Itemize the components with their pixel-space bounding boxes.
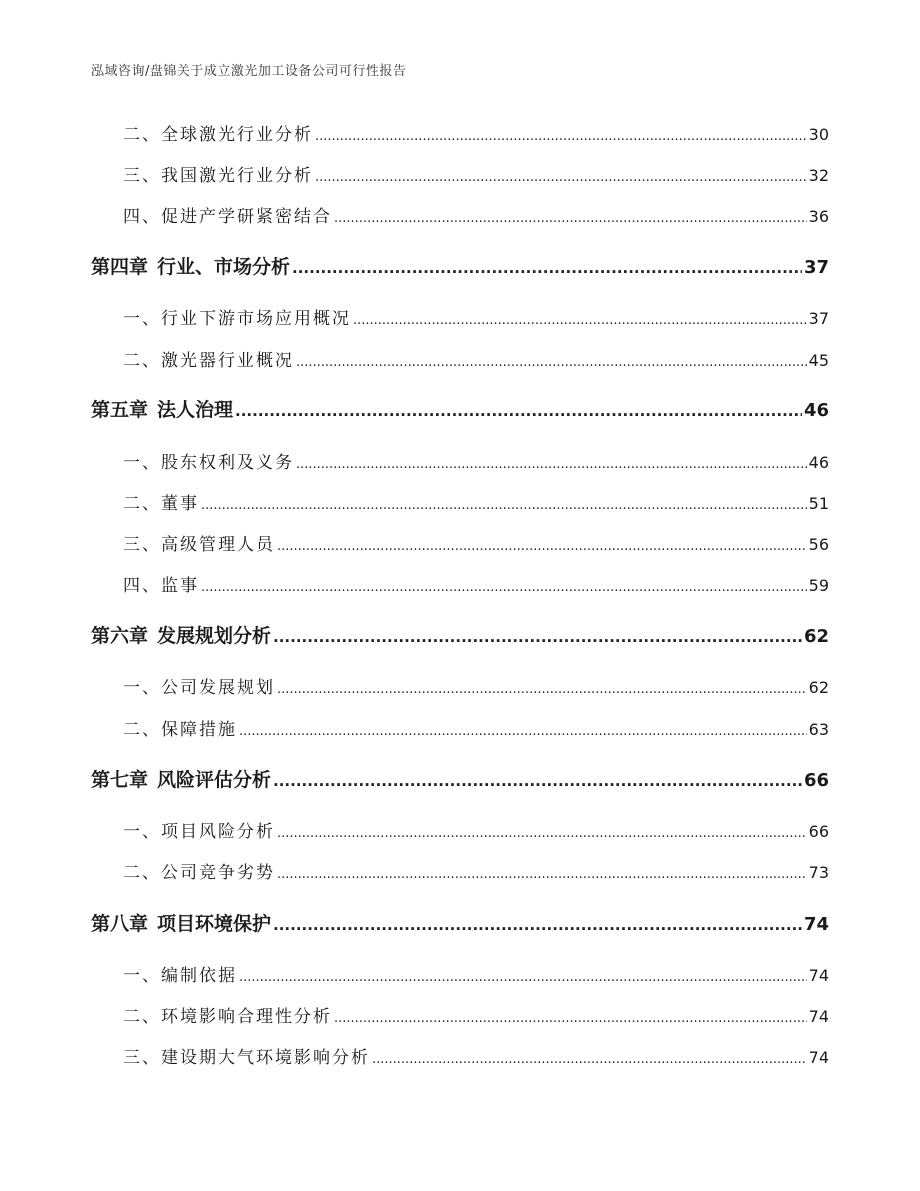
toc-entry[interactable] bbox=[123, 450, 829, 476]
toc-entry[interactable] bbox=[123, 1045, 829, 1071]
toc-entry-page: 56 bbox=[808, 535, 829, 554]
toc-entry[interactable] bbox=[123, 204, 829, 230]
dot-leader bbox=[353, 308, 807, 334]
toc-chapter-page: 62 bbox=[803, 626, 829, 647]
toc-entry-page: 74 bbox=[808, 966, 829, 985]
dot-leader bbox=[315, 165, 807, 191]
toc-entry-title: 高级管理人员 bbox=[161, 535, 275, 555]
toc-entry-title: 我国激光行业分析 bbox=[161, 166, 313, 186]
toc-entry-title: 股东权利及义务 bbox=[161, 453, 294, 473]
toc-entry-page: 46 bbox=[808, 453, 829, 472]
dot-leader bbox=[239, 965, 807, 991]
toc-chapter-page: 66 bbox=[803, 770, 829, 791]
dot-leader bbox=[372, 1047, 807, 1073]
running-header: 泓域咨询/盘锦关于成立激光加工设备公司可行性报告 bbox=[91, 64, 407, 79]
toc-chapter-entry[interactable] bbox=[91, 397, 829, 423]
dot-leader bbox=[201, 575, 807, 601]
toc-entry-number: 一、 bbox=[123, 822, 161, 842]
toc-chapter-number: 第八章 bbox=[91, 913, 149, 935]
toc-entry-number: 二、 bbox=[123, 351, 161, 371]
toc-entry-page: 36 bbox=[808, 207, 829, 226]
dot-leader bbox=[239, 719, 807, 745]
toc-chapter-page: 37 bbox=[803, 257, 829, 278]
toc-entry-number: 三、 bbox=[123, 535, 161, 555]
toc-entry-number: 二、 bbox=[123, 1007, 161, 1027]
toc-entry[interactable] bbox=[123, 819, 829, 845]
toc-entry-number: 三、 bbox=[123, 1048, 161, 1068]
toc-entry[interactable] bbox=[123, 573, 829, 599]
toc-entry[interactable] bbox=[123, 306, 829, 332]
toc-chapter-number: 第五章 bbox=[91, 399, 149, 421]
toc-entry-page: 32 bbox=[808, 166, 829, 185]
toc-entry-page: 45 bbox=[808, 351, 829, 370]
dot-leader bbox=[201, 493, 807, 519]
toc-entry[interactable] bbox=[123, 348, 829, 374]
dot-leader bbox=[273, 768, 802, 794]
toc-entry[interactable] bbox=[123, 860, 829, 886]
toc-entry-title: 董事 bbox=[161, 494, 199, 514]
toc-entry[interactable] bbox=[123, 717, 829, 743]
toc-entry-title: 促进产学研紧密结合 bbox=[161, 207, 332, 227]
toc-entry[interactable] bbox=[123, 675, 829, 701]
toc-chapter-title: 行业、市场分析 bbox=[157, 256, 291, 278]
toc-entry-title: 公司竞争劣势 bbox=[161, 863, 275, 883]
dot-leader bbox=[334, 206, 807, 232]
toc-entry-number: 二、 bbox=[123, 494, 161, 514]
toc-entry-number: 一、 bbox=[123, 678, 161, 698]
toc-entry-number: 四、 bbox=[123, 207, 161, 227]
toc-entry-page: 30 bbox=[808, 125, 829, 144]
toc-entry-title: 激光器行业概况 bbox=[161, 351, 294, 371]
toc-chapter-entry[interactable] bbox=[91, 254, 829, 280]
toc-entry-page: 74 bbox=[808, 1007, 829, 1026]
toc-entry-page: 73 bbox=[808, 863, 829, 882]
toc-entry-number: 二、 bbox=[123, 863, 161, 883]
toc-entry-title: 建设期大气环境影响分析 bbox=[161, 1048, 370, 1068]
dot-leader bbox=[277, 821, 807, 847]
dot-leader bbox=[277, 534, 807, 560]
toc-entry-number: 一、 bbox=[123, 453, 161, 473]
toc-entry[interactable] bbox=[123, 122, 829, 148]
dot-leader bbox=[296, 350, 807, 376]
toc-entry[interactable] bbox=[123, 1004, 829, 1030]
toc-chapter-number: 第六章 bbox=[91, 625, 149, 647]
toc-entry[interactable] bbox=[123, 491, 829, 517]
toc-entry[interactable] bbox=[123, 163, 829, 189]
toc-entry-number: 一、 bbox=[123, 309, 161, 329]
dot-leader bbox=[292, 255, 802, 281]
toc-chapter-title: 法人治理 bbox=[157, 399, 234, 421]
dot-leader bbox=[334, 1006, 807, 1032]
toc-entry-number: 二、 bbox=[123, 720, 161, 740]
dot-leader bbox=[273, 912, 802, 938]
dot-leader bbox=[315, 124, 807, 150]
toc-chapter-entry[interactable] bbox=[91, 911, 829, 937]
toc-chapter-page: 46 bbox=[803, 400, 829, 421]
dot-leader bbox=[273, 624, 802, 650]
toc-chapter-title: 项目环境保护 bbox=[157, 913, 272, 935]
toc-chapter-title: 风险评估分析 bbox=[157, 769, 272, 791]
toc-entry[interactable] bbox=[123, 963, 829, 989]
toc-entry-title: 监事 bbox=[161, 576, 199, 596]
toc-entry-title: 公司发展规划 bbox=[161, 678, 275, 698]
toc-chapter-entry[interactable] bbox=[91, 623, 829, 649]
toc-chapter-page: 74 bbox=[803, 914, 829, 935]
toc-entry-page: 59 bbox=[808, 576, 829, 595]
dot-leader bbox=[277, 677, 807, 703]
dot-leader bbox=[296, 452, 807, 478]
dot-leader bbox=[277, 862, 807, 888]
toc-entry-number: 三、 bbox=[123, 166, 161, 186]
toc-entry-title: 全球激光行业分析 bbox=[161, 125, 313, 145]
toc-entry-number: 一、 bbox=[123, 966, 161, 986]
toc-chapter-number: 第七章 bbox=[91, 769, 149, 791]
toc-chapter-number: 第四章 bbox=[91, 256, 149, 278]
toc-entry-title: 环境影响合理性分析 bbox=[161, 1007, 332, 1027]
toc-entry-title: 项目风险分析 bbox=[161, 822, 275, 842]
toc-entry-number: 四、 bbox=[123, 576, 161, 596]
toc-entry-title: 保障措施 bbox=[161, 720, 237, 740]
dot-leader bbox=[235, 398, 802, 424]
toc-entry-page: 66 bbox=[808, 822, 829, 841]
toc-chapter-entry[interactable] bbox=[91, 767, 829, 793]
toc-entry-number: 二、 bbox=[123, 125, 161, 145]
toc-entry[interactable] bbox=[123, 532, 829, 558]
toc-entry-page: 63 bbox=[808, 720, 829, 739]
toc-chapter-title: 发展规划分析 bbox=[157, 625, 272, 647]
toc-entry-page: 51 bbox=[808, 494, 829, 513]
toc-entry-title: 行业下游市场应用概况 bbox=[161, 309, 351, 329]
toc-entry-page: 37 bbox=[808, 309, 829, 328]
toc-entry-page: 74 bbox=[808, 1048, 829, 1067]
toc-entry-title: 编制依据 bbox=[161, 966, 237, 986]
toc-entry-page: 62 bbox=[808, 678, 829, 697]
